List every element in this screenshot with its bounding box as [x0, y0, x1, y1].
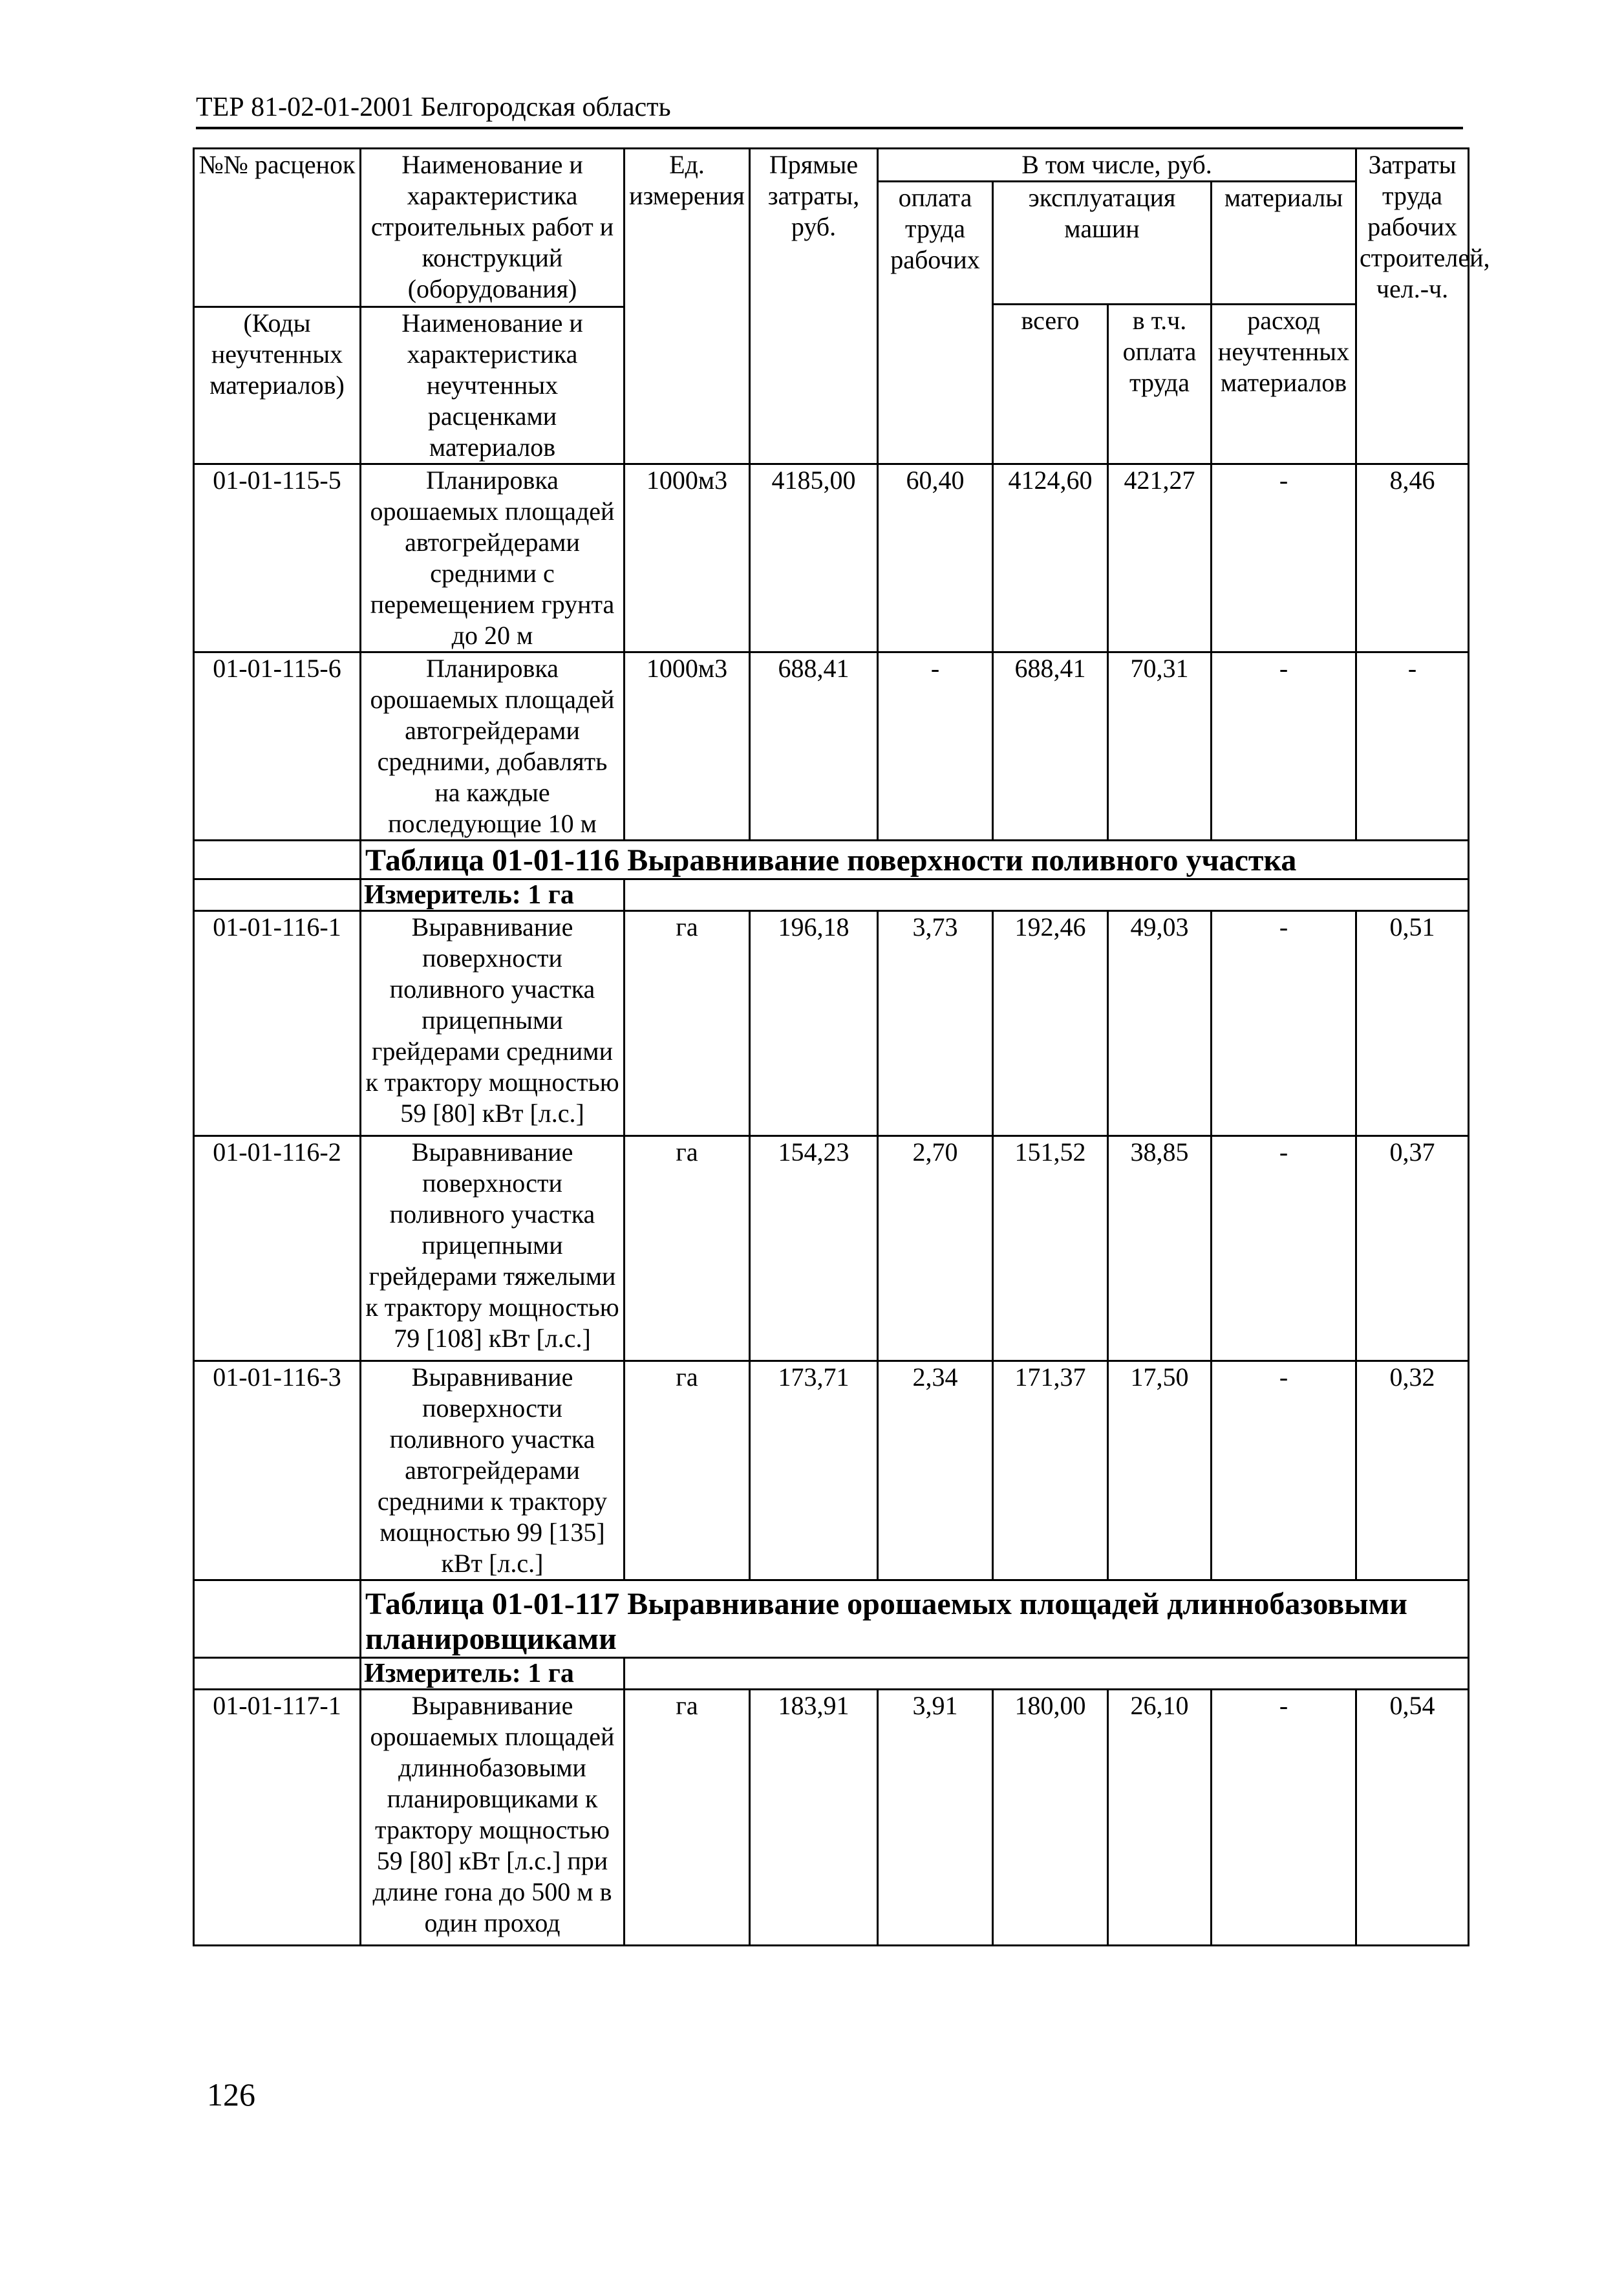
header-labor-costs: Затраты труда рабочих строителей, чел.-ч.	[1356, 149, 1469, 464]
header-machines-pay: в т.ч. оплата труда	[1108, 305, 1212, 464]
header-machines: эксплуатация машин	[993, 182, 1212, 305]
table-116-meter: Измеритель: 1 га	[361, 879, 625, 911]
table-row: 01-01-116-2 Выравнивание поверхности поливного участка прицепными грейдерами тяжелыми к трактору мощностью 79 [108] кВт [л.с.] га 154,23 2,70 151,52 38,85 - 0,37	[194, 1136, 1469, 1361]
header-unit: Ед. измерения	[625, 149, 750, 464]
header-labor-pay: оплата труда рабочих	[878, 182, 993, 464]
header-name: Наименование и характеристика строительных работ и конструкций (оборудования)	[361, 149, 625, 307]
table-row: 01-01-117-1 Выравнивание орошаемых площадей длиннобазовыми планировщиками к трактору мощностью 59 [80] кВт [л.с.] при длине гона до 500 м в один проход га 183,91 3,91 180,00 26,10 - 0,54	[194, 1690, 1469, 1946]
table-row: 01-01-115-6 Планировка орошаемых площадей автогрейдерами средними, добавлять на каждые последующие 10 м 1000м3 688,41 - 688,41 70,31 - -	[194, 652, 1469, 841]
table-row: 01-01-116-3 Выравнивание поверхности поливного участка автогрейдерами средними к трактору мощностью 99 [135] кВт [л.с.] га 173,71 2,34 171,37 17,50 - 0,32	[194, 1361, 1469, 1580]
table-117-meter: Измеритель: 1 га	[361, 1658, 625, 1690]
header-material-names: Наименование и характеристика неучтенных расценками материалов	[361, 307, 625, 464]
table-116-title: Таблица 01-01-116 Выравнивание поверхности поливного участка	[361, 841, 1469, 879]
header-machines-total: всего	[993, 305, 1108, 464]
header-material-codes: (Коды неучтенных материалов)	[194, 307, 361, 464]
header-code: №№ расценок	[194, 149, 361, 307]
page-number: 126	[207, 2076, 255, 2113]
table-row: 01-01-116-1 Выравнивание поверхности поливного участка прицепными грейдерами средними к трактору мощностью 59 [80] кВт [л.с.] га 196,18 3,73 192,46 49,03 - 0,51	[194, 911, 1469, 1136]
norms-table	[193, 147, 1490, 1946]
header-including: В том числе, руб.	[878, 149, 1356, 182]
header-materials: материалы	[1212, 182, 1356, 305]
document-header: ТЕР 81-02-01-2001 Белгородская область	[196, 91, 1463, 129]
table-row: 01-01-115-5 Планировка орошаемых площадей автогрейдерами средними с перемещением грунта до 20 м 1000м3 4185,00 60,40 4124,60 421,27 - 8,46	[194, 464, 1469, 652]
table-117-title: Таблица 01-01-117 Выравнивание орошаемых площадей длиннобазовыми планировщиками	[361, 1580, 1469, 1658]
header-unaccounted-materials: расход неучтенных материалов	[1212, 305, 1356, 464]
header-direct-costs: Прямые затраты, руб.	[750, 149, 878, 464]
